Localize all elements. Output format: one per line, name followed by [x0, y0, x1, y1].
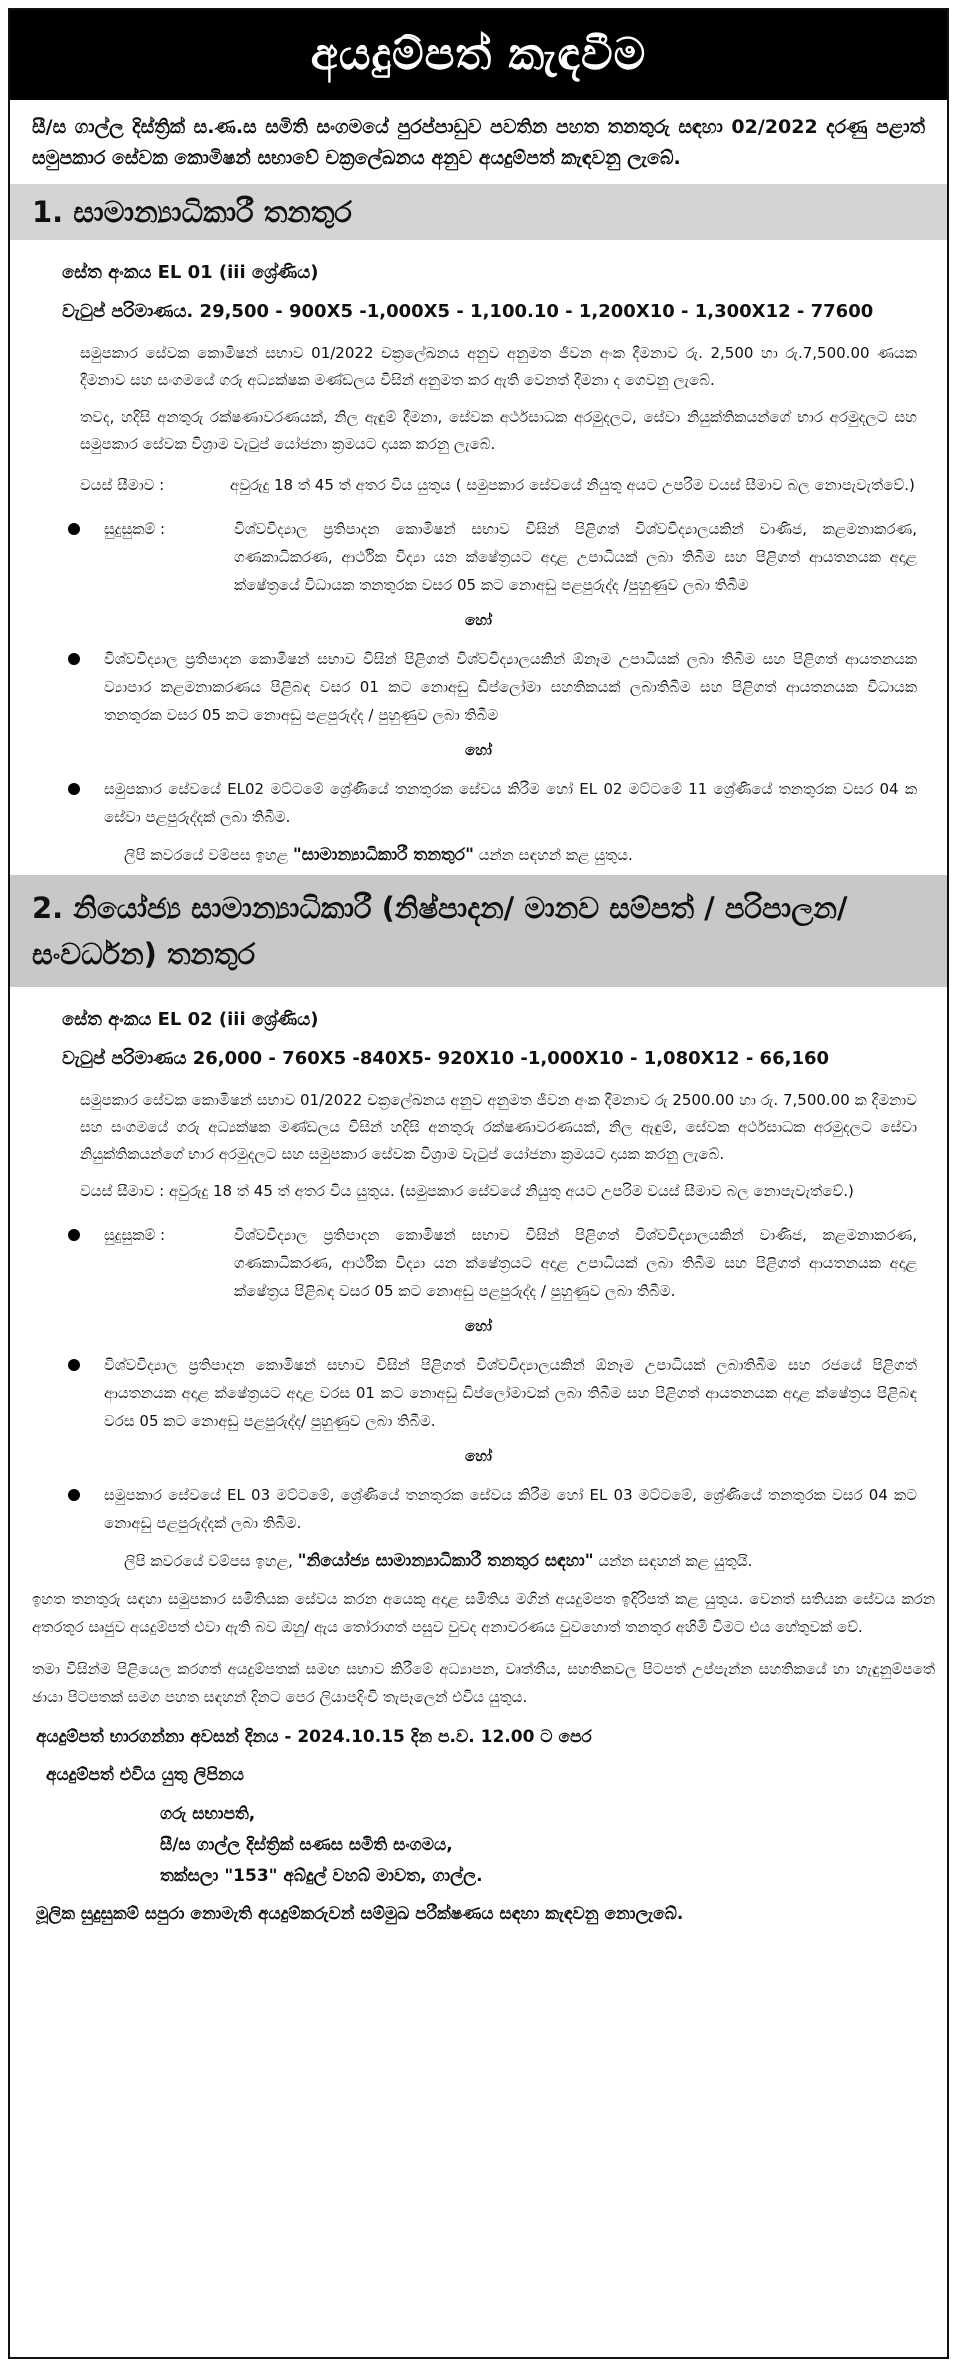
closing-date: අයදුම්පත් භාරගන්නා අවසන් දිනය - 2024.10.15 දින ප.ව. 12.00 ට පෙර: [36, 1727, 592, 1747]
or-separator: හෝ: [465, 1317, 492, 1335]
age-limit-label: වයස් සීමාව :: [80, 476, 165, 494]
envelope-note-pre: ලිපි කවරයේ වම්පස ඉහළ,: [124, 1552, 293, 1570]
application-instructions: තමා විසින්ම පිළියෙල කරගත් අයදුම්පතක් සමඟ සභාව කිරීමේ අධ්‍යාපන, වෘත්තීය, සහතිකවල පිටපත් උප්පැන්න සහතිකයේ හා හැඳුනුම්පතේ ඡායා පිටපතක් සමග පහත සඳහන් දිනට පෙර ලියාපදිංචි තැපෑලෙන් එවිය යුතුය.: [32, 1660, 935, 1706]
address-title: අයදුම්පත් එවිය යුතු ලිපිනය: [46, 1765, 245, 1785]
benefits-text: තවද, හදිසි අනතුරු රක්ෂණාවරණයක්, නිල ඇඳුම් දීමනා, සේවක අර්ථසාධක අරමුදලට, සේවා නියුක්තිකයන්ගේ භාර අරමුදලට සහ සමුපකාර සේවක විශ්‍රාම වැටුප් යෝජනා ක්‍රමයට දායක කරනු ලැබේ.: [80, 408, 917, 453]
advertisement: [8, 8, 949, 2359]
page-title: අයදුම්පත් කැඳවීම: [10, 10, 947, 100]
bullet-icon: [68, 653, 80, 665]
qualification-2: විශ්වවිද්‍යාල ප්‍රතිපාදන කොමිෂන් සභාව විසින් පිළිගත් විශ්වවිද්‍යාලයකින් ඕනෑම උපාධියක් ලබා තිබීම සහ පිළිගත් ආයතනයක ව්‍යාපාර කළමනාකරණය පිළිබඳ වසර 01 කට නොඅඩු ඩිප්ලෝමා සහතිකයක් ලබාතිබීම සහ පිළිගත් ආයතනයක විධායක තනතුරක වසර 05 කට නොඅඩු පළපුරුද්ද / පුහුණුව ලබා තිබීම: [104, 650, 917, 724]
or-separator: හෝ: [465, 741, 492, 759]
list-item: [62, 515, 917, 599]
envelope-note: [124, 845, 925, 865]
qualification-3: සමුපකාර සේවයේ EL 03 මට්ටමේ, ශ්‍රේණියේ තනතුරක සේවය කිරීම හෝ EL 03 මට්ටමේ, ශ්‍රේණියේ තනතුරක වසර 04 කට නොඅඩු පළපුරුද්දක් ලබා තිබීම.: [104, 1486, 917, 1532]
envelope-note-title: "සාමාන්‍යාධිකාරී තනතුර": [292, 845, 474, 865]
or-separator: හෝ: [465, 1447, 492, 1465]
allowance-text: සමුපකාර සේවක කොමිෂන් සභාව 01/2022 චක්‍රලේඛනය අනුව අනුමත ජීවන අංක දීමනාව රු. 2,500 හා රු.7,500.00 ණයක දීමනාව සහ සංගමයේ ගරු අධ්‍යක්ෂක මණ්ඩලය විසින් අනුමත කර ඇති වෙනත් දීමනා ද ගෙවනු ලැබේ.: [80, 344, 917, 389]
job-code: සේත අංකය EL 01 (iii ශ්‍රේණිය): [62, 262, 319, 283]
address-line: සී/ස ගාල්ල දිස්ත්‍රික් සණස සමිති සංගමය,: [160, 1835, 453, 1855]
salary-scale: වැටුප් පරිමාණය 26,000 - 760X5 -840X5- 920X10 -1,000X10 - 1,080X12 - 66,160: [62, 1048, 830, 1069]
envelope-note-post: යන්න සඳහන් කළ යුතුය.: [478, 846, 633, 864]
address-line: තක්සලා "153" අබ්දුල් වහබ් මාවත, ගාල්ල.: [160, 1866, 483, 1886]
intro-text: සී/ස ගාල්ල දිස්ත්‍රික් ස.ණ.ස සමිති සංගමයේ පුරප්පාඩුව පවතින පහත තනතුරු සඳහා 02/2022 දරණු පළාත් සමුපකාර සේවක කොමිෂන් සභාවේ චක්‍රලේඛනය අනුව අයදුම්පත් කැඳවනු ලැබේ.: [32, 116, 925, 169]
qualifications-label: සුදුසුකම් :: [104, 520, 166, 538]
age-limit-text: වයස් සීමාව : අවුරුදු 18 ත් 45 ත් අතර විය යුතුය. (සමුපකාර සේවයේ නියුතු අයට උපරිම වයස් සීමාව බල නොපැවැත්වේ.): [80, 1182, 854, 1200]
envelope-note-post: යන්න සඳහන් කළ යුතුයි.: [598, 1552, 753, 1570]
section-2-heading: 2. නියෝජ්‍ය සාමාන්‍යාධිකාරී (නිෂ්පාදන/ මානව සම්පත් / පරිපාලන/ සංවර්ධන) තනතුර: [10, 875, 947, 987]
bullet-icon: [68, 1229, 80, 1241]
list-item: [62, 775, 917, 831]
qualification-1: විශ්වවිද්‍යාල ප්‍රතිපාදන කොමිෂන් සභාව විසින් පිළිගත් විශ්වවිද්‍යාලයකින් වාණිජ, කළමනාකරණ, ගණකාධිකරණ, ආර්ථික විද්‍යා යන ක්ෂේත්‍රයට අදාළ උපාධියක් ලබා තිබීම සහ පිළිගත් ආයතනයක අදාළ ක්ෂේත්‍රය පිළිබඳ වසර 05 කට නොඅඩු පළපුරුද්ද / පුහුණුව ලබා තිබීම.: [234, 1226, 917, 1300]
address-line: ගරු සභාපති,: [160, 1804, 256, 1824]
postal-address: [160, 1799, 947, 1892]
application-rules: ඉහත තනතුරු සඳහා සමුපකාර සමිතියක සේවය කරන අයෙකු අදාළ සමිතිය මගින් අයදුම්පත ඉදිරිපත් කළ යුතුය. වෙනත් සතියක සේවය කරන අතරතුර සෘජුව අයදුම්පත් එවා ඇති බව ඔහු/ ඇය තෝරාගත් පසුව වුවද අනාවරණය වුවහොත් තනතුර අහිමි වීමට එය හේතුවක් වේ.: [32, 1590, 935, 1636]
age-limit-text: අවුරුදු 18 ත් 45 ත් අතර විය යුතුය ( සමුපකාර සේවයේ නියුතු අයට උපරිම වයස් සීමාව බල නොපැවැත්වේ.): [230, 476, 915, 494]
envelope-note: [124, 1551, 925, 1571]
job-code: සේත අංකය EL 02 (iii ශ්‍රේණිය): [62, 1009, 319, 1030]
envelope-note-pre: ලිපි කවරයේ වම්පස ඉහළ: [124, 846, 289, 864]
allowance-text: සමුපකාර සේවක කොමිෂන් සභාව 01/2022 චක්‍රලේඛනය අනුව අනුමත ජීවන අංක දීමනාව රු 2500.00 හා රු. 7,500.00 ක දීමනාව සහ සංගමයේ ගරු අධ්‍යක්ෂක මණ්ඩලය විසින් හදිසි අනතුරු රක්ෂණාවරණයක්, නිල ඇඳුම්, සේවක අර්ථසාධක අරමුදලට සේවා නියුක්තිකයන්ගේ භාර අරමුදලට සහ සමුපකාර සේවක විශ්‍රාම වැටුප් යෝජනා ක්‍රමයට දායක කරනු ලැබේ.: [80, 1091, 917, 1163]
list-item: [62, 1351, 917, 1435]
qualifications-label: සුදුසුකම් :: [104, 1226, 166, 1244]
or-separator: හෝ: [465, 611, 492, 629]
footer-note: මූලික සුදුසුකම් සපුරා නොමැති අයදුම්කරුවන් සම්මුඛ පරීක්ෂණය සඳහා කැඳවනු නොලැබේ.: [36, 1904, 684, 1924]
bullet-icon: [68, 1359, 80, 1371]
list-item: [62, 1221, 917, 1305]
section-1-heading: 1. සාමාන්‍යාධිකාරී තනතුර: [10, 184, 947, 240]
bullet-icon: [68, 1489, 80, 1501]
section-2: [10, 1009, 947, 1571]
qualification-2: විශ්වවිද්‍යාල ප්‍රතිපාදන කොමිෂන් සභාව විසින් පිළිගත් විශ්වවිද්‍යාලයකින් ඕනෑම උපාධියක් ලබාතිබීම සහ රජයේ පිළිගත් ආයතනයක අදාළ ක්ෂේත්‍රයට අදාළ වරස 01 කට නොඅඩු ඩිප්ලෝමාවක් ලබා තිබීම සහ පිළිගත් ආයතනයක අදාළ ක්ෂේත්‍රය පිළිබඳ වරස 05 කට නොඅඩු පළපුරුද්ද/ පුහුණුව ලබා තිබීම.: [104, 1356, 917, 1430]
list-item: [62, 645, 917, 729]
qualification-1: විශ්වවිද්‍යාල ප්‍රතිපාදන කොමිෂන් සභාව විසින් පිළිගත් විශ්වවිද්‍යාලයකින් වාණිජ, කළමනාකරණ, ගණකාධිකරණ, ආර්ථික විද්‍යා යන ක්ෂේත්‍රයට අදාළ උපාධියක් ලබා තිබීම සහ පිළිගත් ආයතනයක අදාළ ක්ෂේත්‍රයේ විධායක තනතුරක වසර 05 කට නොඅඩු පළපුරුද්ද /පුහුණුව ලබා තිබීම: [234, 520, 917, 594]
section-1: [10, 262, 947, 865]
bullet-icon: [68, 783, 80, 795]
qualification-3: සමුපකාර සේවයේ EL02 මට්ටමේ ශ්‍රේණියේ තනතුරක සේවය කිරීම හෝ EL 02 මට්ටමේ 11 ශ්‍රේණියේ තනතුරක වසර 04 ක සේවා පළපුරුද්දක් ලබා තිබීම.: [104, 780, 917, 826]
salary-scale: වැටුප් පරිමාණය. 29,500 - 900X5 -1,000X5 - 1,100.10 - 1,200X10 - 1,300X12 - 77600: [62, 301, 874, 322]
envelope-note-title: "නියෝජ්‍ය සාමාන්‍යාධිකාරී තනතුර සඳහා": [297, 1551, 594, 1571]
bullet-icon: [68, 523, 80, 535]
age-limit-row: [80, 472, 917, 499]
list-item: [62, 1481, 917, 1537]
